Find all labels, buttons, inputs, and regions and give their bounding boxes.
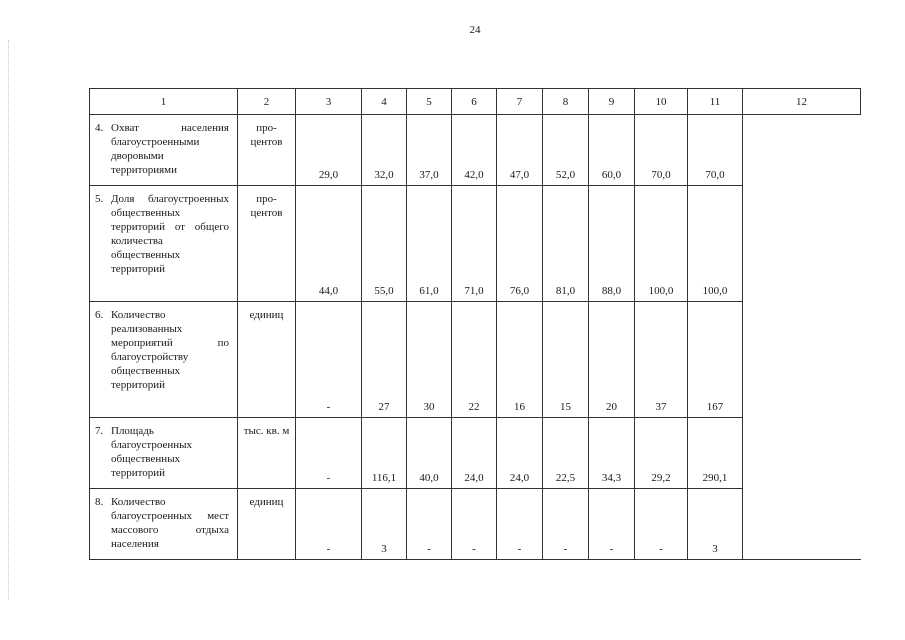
- unit-cell: тыс. кв. м: [238, 418, 296, 489]
- empty-cell-col12: [743, 489, 861, 560]
- unit-cell: про-центов: [238, 186, 296, 302]
- header-cell: 11: [688, 89, 743, 115]
- value-cell: 22,5: [543, 418, 589, 489]
- table-row: [90, 186, 861, 302]
- value-cell: 22: [452, 302, 497, 418]
- value-cell: 27: [362, 302, 407, 418]
- value-cell: 100,0: [635, 186, 688, 302]
- indicator-name-cell: [90, 418, 238, 489]
- value-cell: -: [543, 489, 589, 560]
- empty-cell-col12: [743, 186, 861, 302]
- value-cell: 40,0: [407, 418, 452, 489]
- unit-cell: единиц: [238, 489, 296, 560]
- header-cell: 7: [497, 89, 543, 115]
- value-cell: 116,1: [362, 418, 407, 489]
- value-cell: 29,0: [296, 115, 362, 186]
- value-cell: 70,0: [688, 115, 743, 186]
- value-cell: 290,1: [688, 418, 743, 489]
- header-cell: 2: [238, 89, 296, 115]
- value-cell: 24,0: [452, 418, 497, 489]
- empty-cell-col12: [743, 418, 861, 489]
- value-cell: 76,0: [497, 186, 543, 302]
- unit-cell: единиц: [238, 302, 296, 418]
- value-cell: 88,0: [589, 186, 635, 302]
- margin-dotted-line: [8, 40, 10, 600]
- header-cell: 12: [743, 89, 861, 115]
- value-cell: 32,0: [362, 115, 407, 186]
- value-cell: 15: [543, 302, 589, 418]
- value-cell: 42,0: [452, 115, 497, 186]
- indicator-number: 8.: [95, 496, 104, 508]
- table-row: [90, 489, 861, 560]
- header-cell: 10: [635, 89, 688, 115]
- value-cell: 81,0: [543, 186, 589, 302]
- value-cell: -: [296, 489, 362, 560]
- value-cell: -: [589, 489, 635, 560]
- value-cell: 70,0: [635, 115, 688, 186]
- value-cell: -: [296, 302, 362, 418]
- empty-cell-col12: [743, 302, 861, 418]
- indicator-name: Охват населения благоустроенными дворовыми территориями: [111, 122, 229, 176]
- value-cell: 55,0: [362, 186, 407, 302]
- value-cell: 37: [635, 302, 688, 418]
- table-header-row: [90, 89, 861, 115]
- value-cell: 47,0: [497, 115, 543, 186]
- indicator-name: Доля благоустроенных общественных территорий от общего количества общественных территорий: [111, 193, 229, 275]
- value-cell: 30: [407, 302, 452, 418]
- value-cell: 71,0: [452, 186, 497, 302]
- value-cell: -: [407, 489, 452, 560]
- indicator-name: Количество реализованных мероприятий по благоустройству общественных территорий: [111, 309, 229, 391]
- header-cell: 8: [543, 89, 589, 115]
- value-cell: 16: [497, 302, 543, 418]
- value-cell: 52,0: [543, 115, 589, 186]
- header-cell: 3: [296, 89, 362, 115]
- value-cell: 34,3: [589, 418, 635, 489]
- indicator-name-cell: [90, 186, 238, 302]
- empty-cell-col12: [743, 115, 861, 186]
- indicator-name-cell: [90, 489, 238, 560]
- value-cell: 100,0: [688, 186, 743, 302]
- header-cell: 1: [90, 89, 238, 115]
- table-row: [90, 302, 861, 418]
- table-row: [90, 115, 861, 186]
- indicator-name-cell: [90, 302, 238, 418]
- unit-cell: про-центов: [238, 115, 296, 186]
- value-cell: 60,0: [589, 115, 635, 186]
- value-cell: 44,0: [296, 186, 362, 302]
- indicator-number: 4.: [95, 122, 104, 134]
- value-cell: 167: [688, 302, 743, 418]
- header-cell: 6: [452, 89, 497, 115]
- value-cell: -: [635, 489, 688, 560]
- value-cell: -: [497, 489, 543, 560]
- header-cell: 9: [589, 89, 635, 115]
- value-cell: 37,0: [407, 115, 452, 186]
- value-cell: -: [452, 489, 497, 560]
- value-cell: 3: [362, 489, 407, 560]
- indicator-number: 5.: [95, 193, 104, 205]
- value-cell: 20: [589, 302, 635, 418]
- indicator-name-cell: [90, 115, 238, 186]
- value-cell: 3: [688, 489, 743, 560]
- page-number: 24: [469, 24, 481, 36]
- indicator-name: Количество благоустроенных мест массового отдыха населения: [111, 496, 229, 550]
- value-cell: 61,0: [407, 186, 452, 302]
- value-cell: 29,2: [635, 418, 688, 489]
- value-cell: 24,0: [497, 418, 543, 489]
- indicators-table: [89, 88, 861, 560]
- header-cell: 4: [362, 89, 407, 115]
- indicator-number: 7.: [95, 425, 104, 437]
- value-cell: -: [296, 418, 362, 489]
- indicator-number: 6.: [95, 309, 104, 321]
- indicator-name: Площадь благоустроенных общественных территорий: [111, 425, 193, 479]
- table-row: [90, 418, 861, 489]
- header-cell: 5: [407, 89, 452, 115]
